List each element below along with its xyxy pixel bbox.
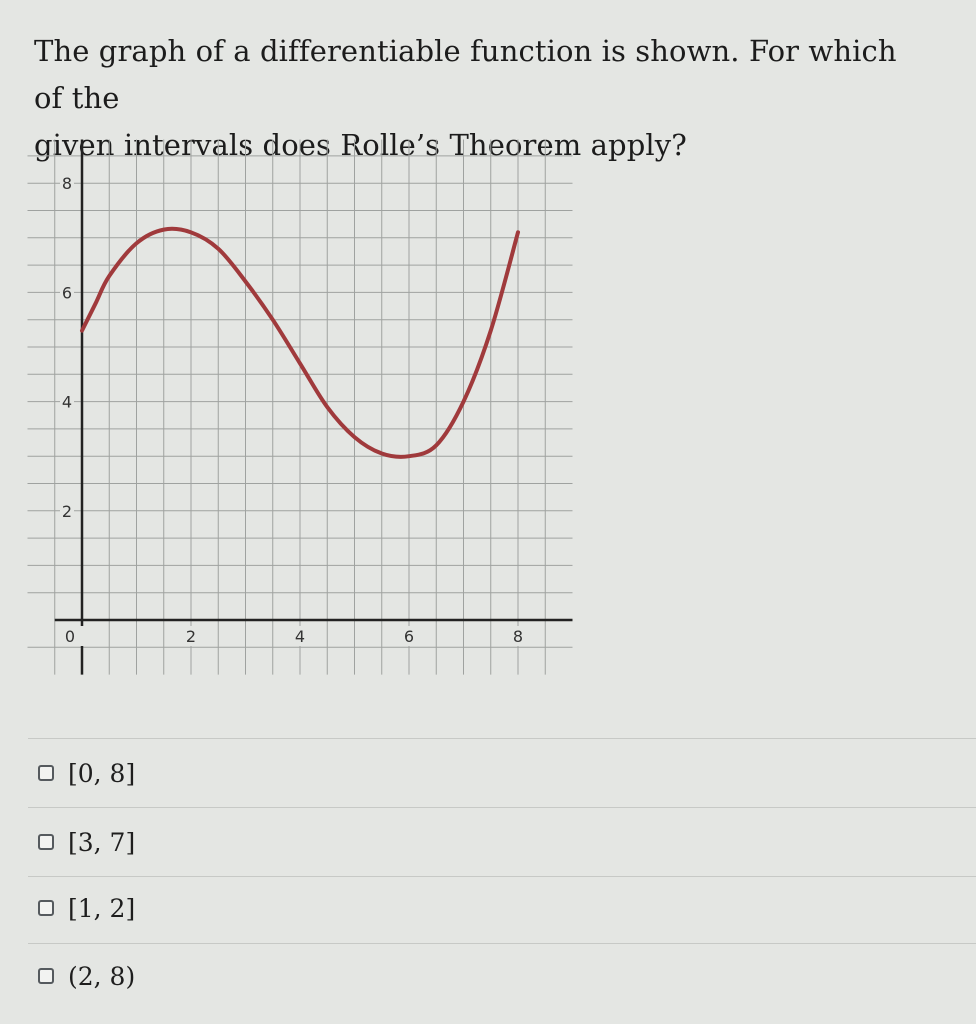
option-label: [1, 2]	[68, 893, 136, 923]
y-tick-label: 2	[61, 501, 73, 521]
x-tick-label: 2	[185, 627, 197, 646]
question-line-2: given intervals does Rolle’s Theorem apply?	[34, 128, 687, 162]
option-0-8[interactable]	[38, 753, 135, 793]
option-divider	[28, 876, 976, 877]
question-line-1: The graph of a differentiable function is shown. For which of the	[34, 34, 897, 115]
option-label: [0, 8]	[68, 758, 136, 788]
option-divider	[28, 738, 976, 739]
option-label: (2, 8)	[68, 961, 136, 991]
option-label: [3, 7]	[68, 827, 136, 857]
option-3-7[interactable]	[38, 822, 135, 862]
x-tick-label: 8	[512, 627, 524, 646]
option-divider	[28, 943, 976, 944]
grid	[28, 140, 573, 675]
checkbox[interactable]	[38, 900, 54, 916]
tick-labels	[60, 173, 527, 646]
axes	[55, 140, 573, 675]
option-1-2[interactable]	[38, 888, 135, 928]
x-tick-label: 4	[294, 627, 306, 646]
checkbox[interactable]	[38, 765, 54, 781]
option-divider	[28, 807, 976, 808]
checkbox[interactable]	[38, 834, 54, 850]
x-tick-label-bg	[73, 626, 91, 646]
x-tick-label: 0	[64, 627, 76, 646]
checkbox[interactable]	[38, 968, 54, 984]
y-tick-label: 4	[61, 392, 73, 412]
y-tick-label: 8	[61, 174, 73, 194]
y-tick-label: 6	[61, 283, 73, 303]
option-2-8-open[interactable]	[38, 956, 135, 996]
x-tick-label: 6	[403, 627, 415, 646]
